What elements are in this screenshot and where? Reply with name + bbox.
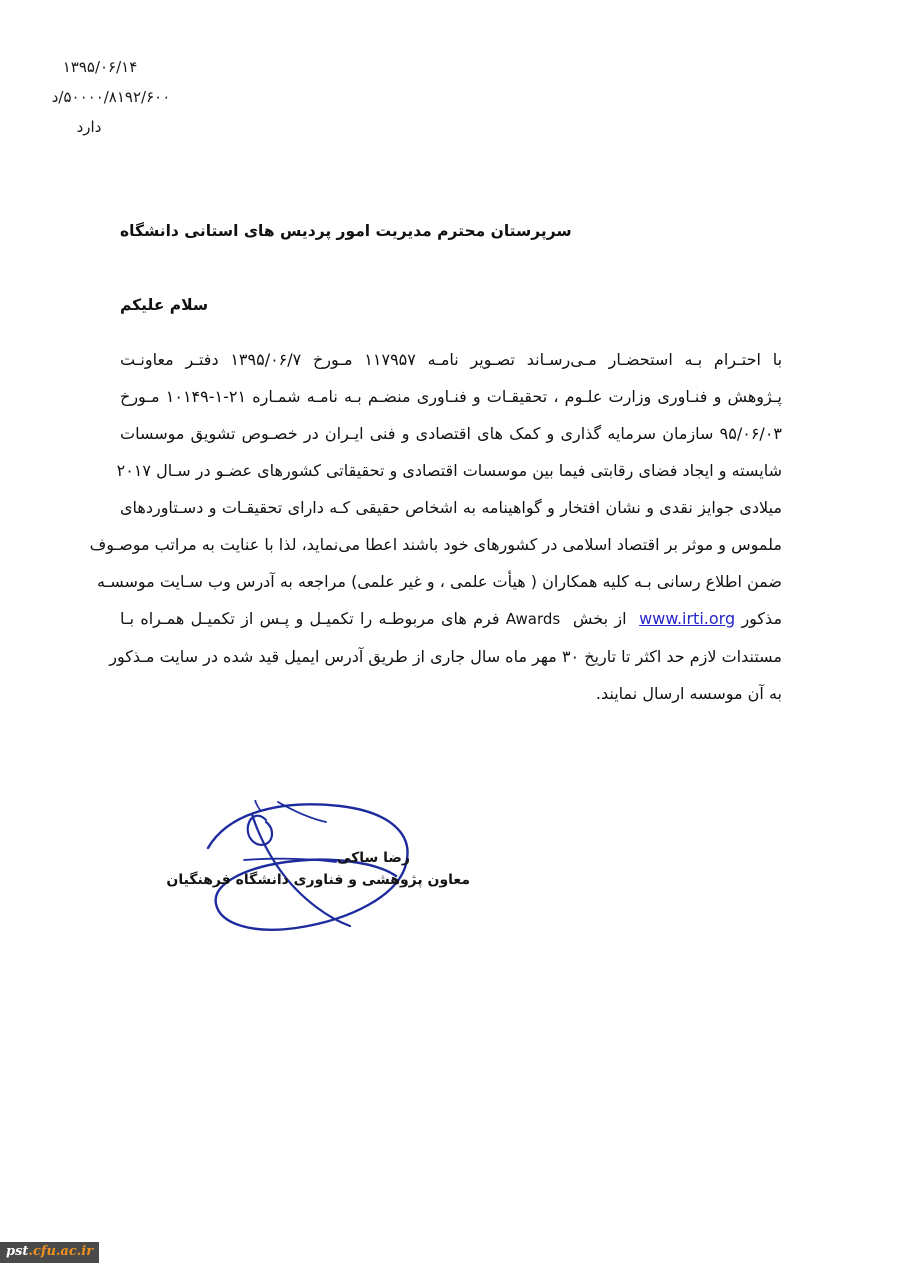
signature-block: [150, 800, 470, 950]
salutation: سلام علیکم: [120, 296, 209, 314]
link-line-after: از بخش: [572, 609, 627, 628]
body-line: ضمن اطلاع رسانی بـه کلیه همکاران ( هیأت علمی ، و غیر علمی) مراجعه به آدرس وب سـایت موسسـه: [96, 572, 782, 591]
header-reference-number: ۵۰۰۰۰/۸۱۹۲/۶۰۰/د: [51, 88, 171, 106]
link-line-prefix: مذکور: [741, 609, 783, 628]
site-watermark: [0, 1242, 99, 1263]
watermark-prefix: pst: [6, 1244, 29, 1259]
link-line-tail: فرم های مربوطـه را تکمیـل و پـس از تکمیـل همـراه بـا: [120, 609, 500, 628]
body-line-with-link: [120, 600, 782, 638]
header-date: ۱۳۹۵/۰۶/۱۴: [62, 58, 138, 76]
body-line: پـژوهش و فنـاوری وزارت علـوم ، تحقیقـات و فنـاوری منضـم بـه نامـه شمـاره ۲۱-۱-۱۰۱۴۹ مـورخ: [120, 387, 782, 406]
body-line: مستندات لازم حد اکثر تا تاریخ ۳۰ مهر ماه سال جاری از طریق آدرس ایمیل قید شده در سایت مـذکور: [109, 647, 782, 666]
body-line-final: به آن موسسه ارسال نمایند.: [595, 684, 782, 703]
signatory-title: معاون پژوهشی و فناوری دانشگاه فرهنگیان: [166, 872, 470, 888]
letter-body: [89, 341, 783, 712]
body-line: ملموس و موثر بر اقتصاد اسلامی در کشورهای خود باشند اعطا می‌نماید، لذا با عنایت به مراتب موصـوف: [89, 535, 782, 554]
body-line: با احتـرام بـه استحضـار مـی‌رسـاند تصـویر نامـه ۱۱۷۹۵۷ مـورخ ۱۳۹۵/۰۶/۷ دفتـر معاونـت: [120, 350, 783, 369]
letter-header: [0, 52, 200, 142]
awards-keyword: Awards: [505, 610, 561, 628]
signatory-name: رضا ساکی: [336, 850, 410, 866]
body-line: شایسته و ایجاد فضای رقابتی فیما بین موسسات اقتصادی و تحقیقاتی کشورهای عضـو در سـال ۲۰۱۷: [116, 461, 782, 480]
watermark-suffix: .cfu.ac.ir: [28, 1244, 94, 1259]
body-line: میلادی جوایز نقدی و نشان افتخار و گواهینامه به اشخاص حقیقی کـه دارای تحقیقـات و دسـتاوردهای: [120, 498, 782, 517]
header-attachment-label: دارد: [76, 118, 102, 136]
body-line: ۹۵/۰۶/۰۳ سازمان سرمایه گذاری و کمک های اقتصادی و فنی ایـران در خصـوص تشویق موسسات: [120, 424, 782, 443]
recipient-line: سرپرستان محترم مدیریت امور پردیس های استانی دانشگاه: [120, 222, 572, 240]
irti-website-link[interactable]: www.irti.org: [639, 609, 736, 628]
